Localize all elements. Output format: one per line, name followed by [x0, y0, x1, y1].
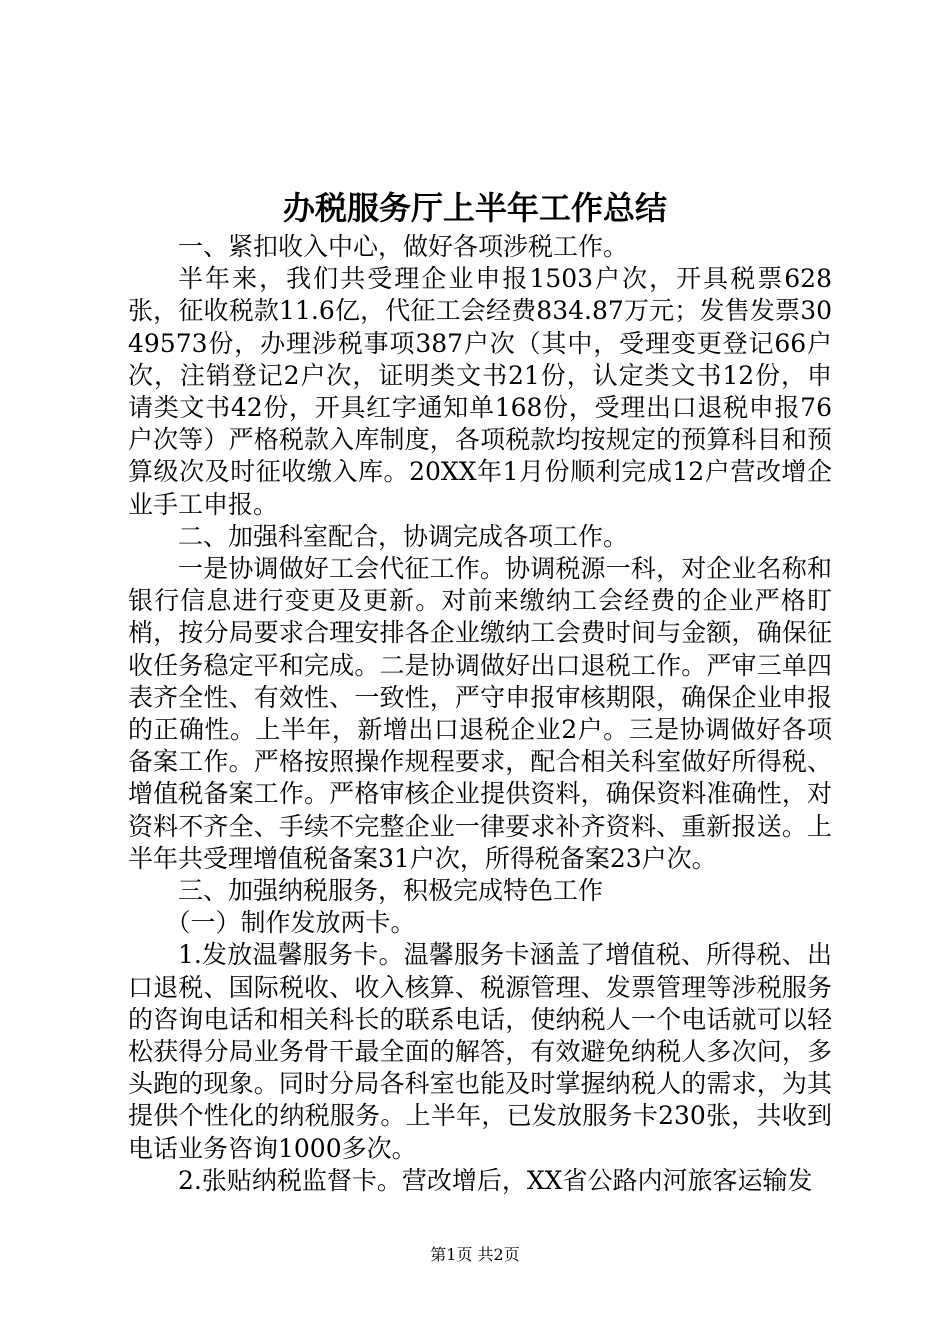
paragraph-section-1-heading: 一、紧扣收入中心，做好各项涉税工作。: [178, 232, 629, 261]
paragraph-section-2-heading: 二、加强科室配合，协调完成各项工作。: [178, 521, 629, 551]
paragraph-item-1: 1.发放温馨服务卡。温馨服务卡涵盖了增值税、所得税、出口退税、国际税收、收入核算、税源管理、发票管理等涉税服务的咨询电话和相关科长的联系电话，使纳税人一个电话就可以轻松获得分局业务骨干最全面的解答，有效避免纳税人多次问，多头跑的现象。同时分局各科室也能及时掌握纳税人的需求，为其提供个性化的纳税服务。上半年，已发放服务卡230张，共收到电话业务咨询1000多次。: [128, 940, 832, 1163]
page-footer: 第1页 共2页: [430, 1245, 520, 1264]
paragraph-section-1-body: 半年来，我们共受理企业申报1503户次，开具税票628张，征收税款11.6亿，代征工会经费834.87万元；发售发票3049573份，办理涉税事项387户次（其中，受理变更登记66户次，注销登记2户次，证明类文书21份，认定类文书12份，申请类文书42份，开具红字通知单168份，受理出口退税申报76户次等）严格税款入库制度，各项税款均按规定的预算科目和预算级次及时征收缴入库。20XX年1月份顺利完成12户营改增企业手工申报。: [128, 264, 832, 519]
document-body: [128, 231, 832, 1197]
page-title: 办税服务厅上半年工作总结: [282, 189, 667, 227]
paragraph-item-2: 2.张贴纳税监督卡。营改增后，XX省公路内河旅客运输发: [178, 1165, 813, 1195]
paragraph-subsection-1-heading: （一）制作发放两卡。: [165, 908, 416, 938]
paragraph-section-2-body: 一是协调做好工会代征工作。协调税源一科，对企业名称和银行信息进行变更及更新。对前来缴纳工会经费的企业严格盯梢，按分局要求合理安排各企业缴纳工会费时间与金额，确保征收任务稳定平和完成。二是协调做好出口退税工作。严审三单四表齐全性、有效性、一致性，严守申报审核期限，确保企业申报的正确性。上半年，新增出口退税企业2户。三是协调做好各项备案工作。严格按照操作规程要求，配合相关科室做好所得税、增值税备案工作。严格审核企业提供资料，确保资料准确性，对资料不齐全、手续不完整企业一律要求补齐资料、重新报送。上半年共受理增值税备案31户次，所得税备案23户次。: [128, 554, 832, 873]
paragraph-section-3-heading: 三、加强纳税服务，积极完成特色工作: [178, 876, 604, 906]
